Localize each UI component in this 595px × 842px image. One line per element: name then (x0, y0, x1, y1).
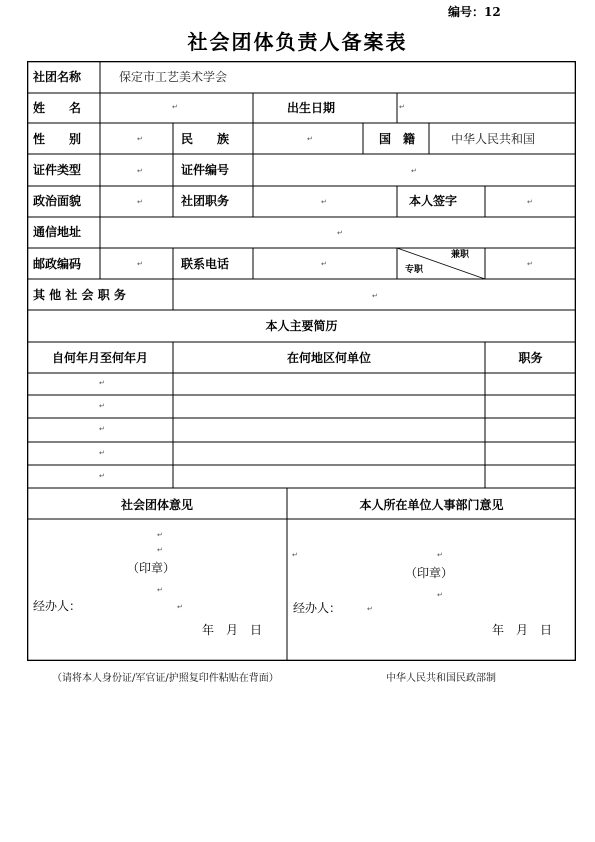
full-time-label: 专职 (405, 265, 424, 275)
address-label: 通信地址 (33, 225, 82, 239)
field-marker: ↵ (437, 551, 443, 559)
org-date: 年 月 日 (202, 623, 263, 637)
footer-issuer: 中华人民共和国民政部制 (386, 673, 496, 684)
field-marker: ↵ (527, 260, 533, 268)
field-marker: ↵ (157, 546, 163, 554)
unit-stamp: （印章） (405, 566, 454, 580)
org-name-label: 社团名称 (33, 70, 82, 84)
field-marker: ↵ (172, 103, 178, 111)
unit-opinion-title: 本人所在单位人事部门意见 (359, 498, 504, 512)
resume-row[interactable]: ↵ (99, 472, 105, 480)
nationality-label: 国 籍 (379, 132, 416, 146)
birth-date-label: 出生日期 (287, 101, 336, 115)
footer-note: （请将本人身份证/军官证/护照复印件粘贴在背面） (52, 673, 279, 684)
col-period-header: 自何年月至何年月 (51, 351, 148, 365)
name-label: 姓 名 (33, 101, 82, 115)
org-handler-label: 经办人： (33, 599, 82, 613)
id-type-label: 证件类型 (33, 163, 82, 177)
nationality-value[interactable]: 中华人民共和国 (451, 132, 536, 146)
resume-section-title: 本人主要简历 (265, 319, 338, 333)
field-marker: ↵ (437, 591, 443, 599)
field-marker: ↵ (157, 586, 163, 594)
id-number-label: 证件编号 (181, 163, 230, 177)
col-position-header: 职务 (518, 351, 543, 365)
political-status-label: 政治面貌 (33, 194, 82, 208)
resume-row[interactable]: ↵ (99, 449, 105, 457)
field-marker: ↵ (137, 135, 143, 143)
col-place-header: 在何地区何单位 (286, 351, 371, 365)
field-marker: ↵ (177, 603, 183, 611)
field-marker: ↵ (372, 292, 378, 300)
field-marker: ↵ (337, 229, 343, 237)
field-marker: ↵ (367, 605, 373, 613)
field-marker: ↵ (292, 551, 298, 559)
field-marker: ↵ (307, 135, 313, 143)
field-marker: ↵ (321, 198, 327, 206)
gender-label: 性 别 (33, 132, 82, 146)
field-marker: ↵ (137, 260, 143, 268)
postcode-label: 邮政编码 (33, 257, 82, 271)
registration-form (27, 61, 576, 661)
field-marker: ↵ (321, 260, 327, 268)
resume-row[interactable]: ↵ (99, 425, 105, 433)
org-name-value[interactable]: 保定市工艺美术学会 (119, 70, 228, 84)
page-title: 社会团体负责人备案表 (187, 30, 408, 54)
org-stamp: （印章） (127, 561, 176, 575)
org-opinion-title: 社会团体意见 (120, 498, 193, 512)
field-marker: ↵ (527, 198, 533, 206)
serial-number: 编号：12 (448, 5, 501, 19)
ethnicity-label: 民 族 (181, 132, 230, 146)
field-marker: ↵ (137, 198, 143, 206)
resume-row[interactable]: ↵ (99, 402, 105, 410)
other-positions-label: 其 他 社 会 职 务 (33, 288, 126, 302)
field-marker: ↵ (157, 531, 163, 539)
unit-date: 年 月 日 (492, 623, 553, 637)
field-marker: ↵ (137, 167, 143, 175)
org-position-label: 社团职务 (181, 194, 230, 208)
part-time-label: 兼职 (451, 250, 470, 260)
signature-label: 本人签字 (409, 194, 458, 208)
phone-label: 联系电话 (181, 257, 230, 271)
resume-row[interactable]: ↵ (99, 379, 105, 387)
unit-handler-label: 经办人： (293, 601, 342, 615)
field-marker: ↵ (411, 167, 417, 175)
field-marker: ↵ (399, 103, 405, 111)
